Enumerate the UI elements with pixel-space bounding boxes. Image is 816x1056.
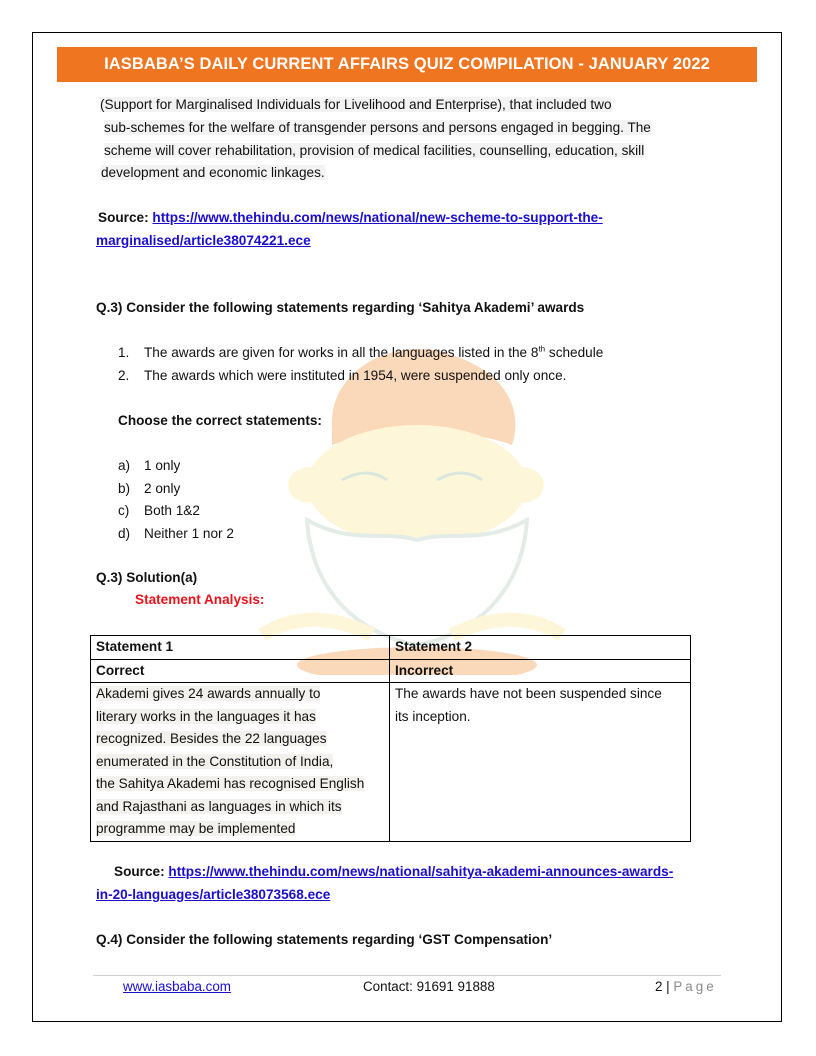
option-c: c) Both 1&2 (118, 503, 200, 518)
document-header-banner: IASBABA’S DAILY CURRENT AFFAIRS QUIZ COMPILATION - JANUARY 2022 (57, 47, 757, 82)
verdict-statement-2: Incorrect (390, 659, 691, 683)
paragraph-line: development and economic linkages. (101, 165, 325, 180)
choose-prompt: Choose the correct statements: (118, 413, 322, 428)
verdict-statement-1: Correct (91, 659, 390, 683)
statement-item: 2. The awards which were instituted in 1954, were suspended only once. (118, 365, 603, 388)
source-label: Source: (98, 210, 149, 225)
table-explanation-row (91, 683, 691, 842)
explanation-statement-2: The awards have not been suspended since its inception. (390, 683, 691, 842)
source-link-1[interactable]: https://www.thehindu.com/news/national/new-scheme-to-support-the- (152, 210, 603, 225)
source-link-1-cont[interactable]: marginalised/article38074221.ece (96, 233, 311, 248)
source-link-2[interactable]: https://www.thehindu.com/news/national/sahitya-akademi-announces-awards- (168, 864, 674, 879)
question-4-title: Q.4) Consider the following statements regarding ‘GST Compensation’ (96, 932, 553, 947)
option-d: d) Neither 1 nor 2 (118, 525, 234, 541)
paragraph-line: sub-schemes for the welfare of transgender persons and persons engaged in begging. The (104, 120, 651, 135)
source-citation-1 (98, 207, 603, 230)
footer-contact: Contact: 91691 91888 (363, 979, 495, 994)
paragraph-line: scheme will cover rehabilitation, provision of medical facilities, counselling, education, skill (104, 143, 645, 158)
footer-website-link[interactable]: www.iasbaba.com (123, 979, 231, 994)
source-citation-2 (114, 861, 673, 884)
statement-list (118, 342, 603, 387)
table-header-statement-2: Statement 2 (390, 636, 691, 660)
solution-heading: Q.3) Solution(a) (96, 570, 198, 585)
footer-page-number: 2 | Page (655, 979, 717, 994)
statement-analysis-heading: Statement Analysis: (135, 592, 265, 607)
source-label: Source: (114, 864, 165, 879)
question-3-title: Q.3) Consider the following statements regarding ‘Sahitya Akademi’ awards (96, 300, 585, 315)
explanation-statement-1: Akademi gives 24 awards annually to literary works in the languages it has recognized. Besides the 22 languages enumerated in the Constitution of India, the Sahitya Akademi has recognised English and Rajasthani as languages in which its programme may be implemented (91, 683, 390, 842)
source-link-2-cont[interactable]: in-20-languages/article38073568.ece (96, 887, 331, 902)
paragraph-line: (Support for Marginalised Individuals for Livelihood and Enterprise), that included two (100, 97, 612, 112)
options-list (118, 455, 234, 545)
statement-analysis-table (90, 635, 691, 842)
statement-text: The awards are given for works in all the languages listed in the 8th schedule (144, 344, 604, 360)
statement-text: The awards which were instituted in 1954, were suspended only once. (144, 367, 567, 383)
table-header-statement-1: Statement 1 (91, 636, 390, 660)
statement-item: 1. The awards are given for works in all the languages listed in the 8th schedule (118, 342, 603, 365)
table-verdict-row (91, 659, 691, 683)
footer-divider (93, 975, 721, 976)
option-b: b) 2 only (118, 480, 181, 496)
table-header-row (91, 636, 691, 660)
option-a: a) 1 only (118, 458, 181, 473)
